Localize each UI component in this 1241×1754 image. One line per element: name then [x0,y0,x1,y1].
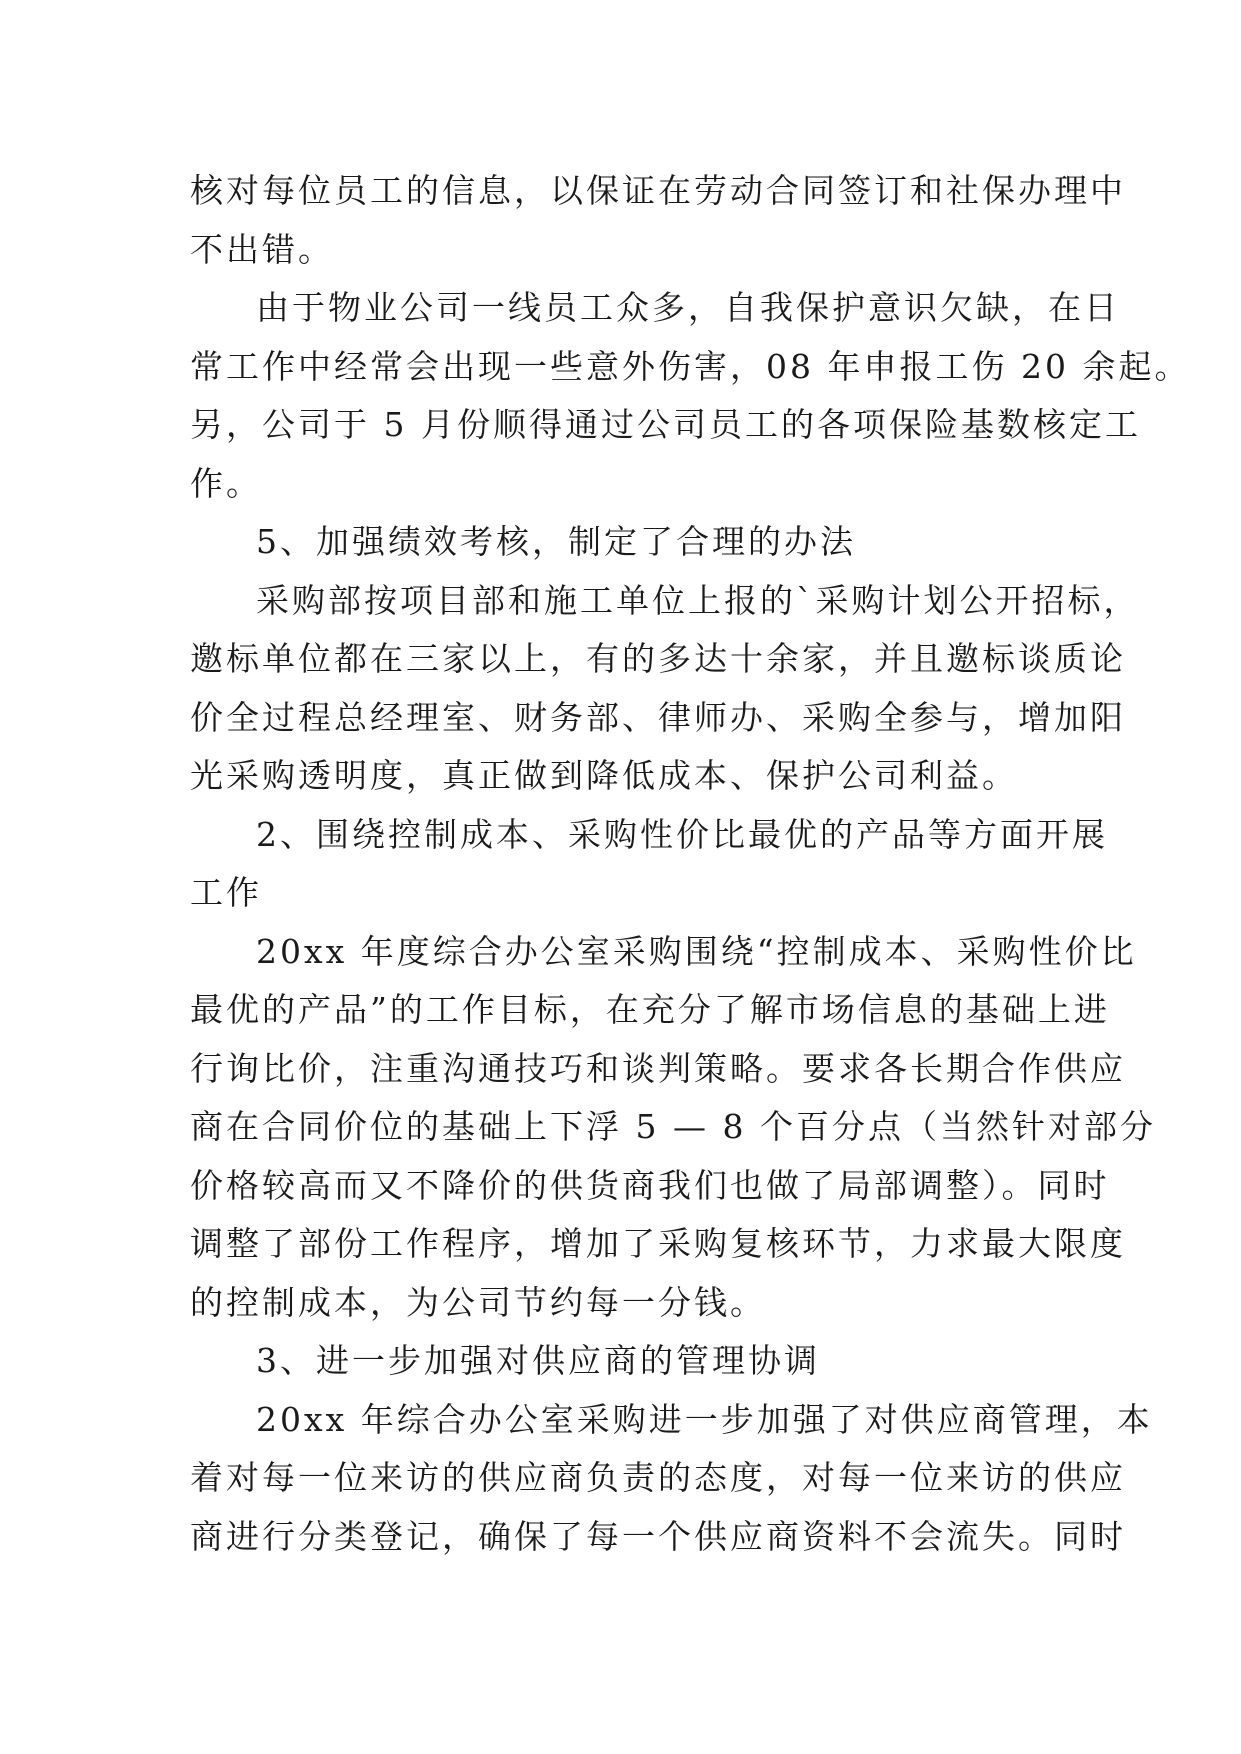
text-line: 着对每一位来访的供应商负责的态度，对每一位来访的供应 [190,1458,1126,1497]
text-line: 邀标单位都在三家以上，有的多达十余家，并且邀标谈质论 [190,639,1126,678]
text-line: 20xx 年综合办公室采购进一步加强了对供应商管理，本 [256,1399,1153,1439]
document-body [190,162,1191,1566]
text-line: 调整了部份工作程序，增加了采购复核环节，力求最大限度 [190,1224,1126,1263]
text-line: 作。 [190,463,262,503]
section-heading: 3、进一步加强对供应商的管理协调 [256,1341,820,1380]
text-line: 的控制成本，为公司节约每一分钱。 [190,1282,766,1322]
section-heading: 5、加强绩效考核，制定了合理的办法 [256,522,856,561]
text-line: 不出错。 [190,229,334,269]
text-line: 价全过程总经理室、财务部、律师办、采购全参与，增加阳 [190,697,1126,737]
text-line: 商在合同价位的基础上下浮 5 — 8 个百分点（当然针对部分 [190,1107,1156,1146]
text-line: 另，公司于 5 月份顺得通过公司员工的各项保险基数核定工 [190,405,1141,444]
text-line: 采购部按项目部和施工单位上报的`采购计划公开招标， [256,580,1140,620]
text-line: 价格较高而又不降价的供货商我们也做了局部调整）。同时 [190,1165,1110,1205]
text-line: 由于物业公司一线员工众多，自我保护意识欠缺，在日 [256,288,1120,327]
text-line: 商进行分类登记，确保了每一个供应商资料不会流失。同时 [190,1516,1126,1556]
text-line: 核对每位员工的信息，以保证在劳动合同签订和社保办理中 [190,171,1126,210]
text-line: 光采购透明度，真正做到降低成本、保护公司利益。 [190,756,1018,795]
text-line: 最优的产品”的工作目标，在充分了解市场信息的基础上进 [190,990,1110,1029]
text-line: 常工作中经常会出现一些意外伤害，08 年申报工伤 20 余起。 [190,346,1191,386]
text-line: 行询比价，注重沟通技巧和谈判策略。要求各长期合作供应 [190,1048,1126,1088]
text-line: 20xx 年度综合办公室采购围绕“控制成本、采购性价比 [256,931,1137,971]
section-heading: 工作 [190,873,262,912]
section-heading: 2、围绕控制成本、采购性价比最优的产品等方面开展 [256,814,1108,854]
